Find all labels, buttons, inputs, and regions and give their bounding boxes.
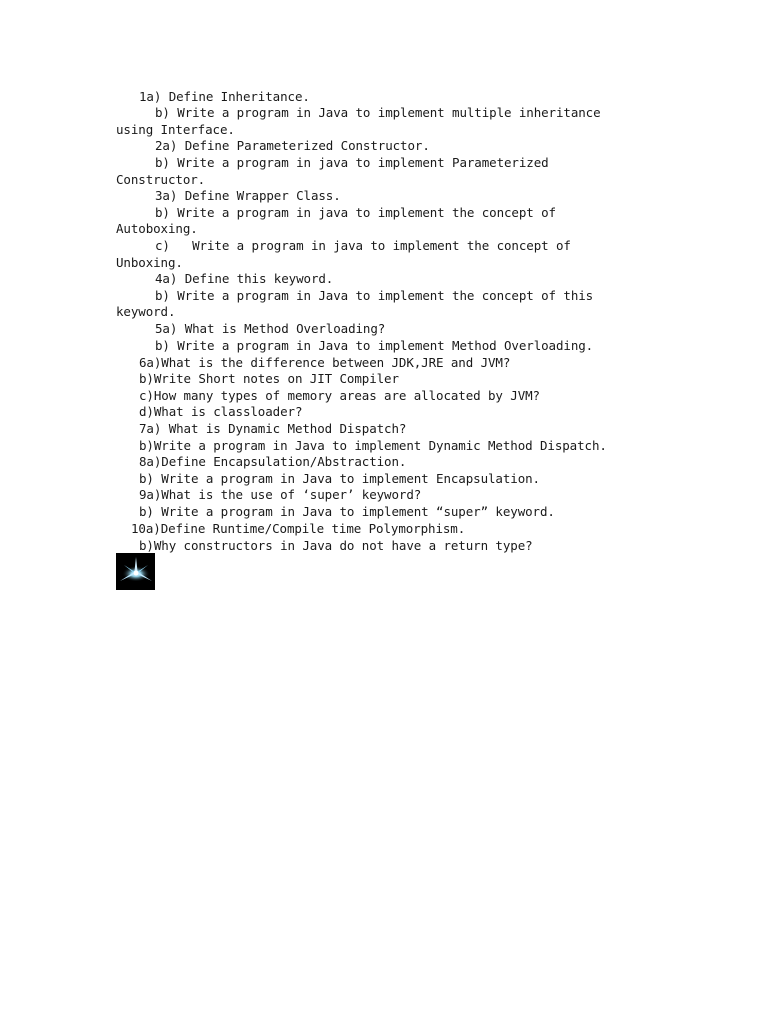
question-10b: b)Why constructors in Java do not have a return type? — [139, 538, 533, 553]
question-9a: 9a)What is the use of ‘super’ keyword? — [139, 487, 422, 502]
starburst-icon — [116, 553, 155, 590]
question-3c-cont: Unboxing. — [116, 255, 183, 270]
question-3b: b) Write a program in java to implement the concept of — [155, 205, 556, 220]
question-2a: 2a) Define Parameterized Constructor. — [155, 138, 430, 153]
question-8a: 8a)Define Encapsulation/Abstraction. — [139, 454, 407, 469]
question-4b: b) Write a program in Java to implement the concept of this — [155, 288, 594, 303]
question-1b: b) Write a program in Java to implement multiple inheritance — [155, 105, 601, 120]
question-6a: 6a)What is the difference between JDK,JRE and JVM? — [139, 355, 511, 370]
question-1a: 1a) Define Inheritance. — [139, 89, 310, 104]
question-5b: b) Write a program in Java to implement Method Overloading. — [155, 338, 594, 353]
question-4b-cont: keyword. — [116, 304, 176, 319]
question-2b: b) Write a program in java to implement Parameterized — [155, 155, 549, 170]
question-5a: 5a) What is Method Overloading? — [155, 321, 386, 336]
question-10a: 10a)Define Runtime/Compile time Polymorphism. — [131, 521, 466, 536]
question-6d: d)What is classloader? — [139, 404, 303, 419]
thumbnail-image — [116, 553, 155, 590]
question-8b: b) Write a program in Java to implement Encapsulation. — [139, 471, 540, 486]
question-1b-cont: using Interface. — [116, 122, 235, 137]
question-3b-cont: Autoboxing. — [116, 221, 198, 236]
question-6c: c)How many types of memory areas are allocated by JVM? — [139, 388, 540, 403]
question-7a: 7a) What is Dynamic Method Dispatch? — [139, 421, 407, 436]
question-9b: b) Write a program in Java to implement “super” keyword. — [139, 504, 555, 519]
question-7b: b)Write a program in Java to implement Dynamic Method Dispatch. — [139, 438, 607, 453]
question-3a: 3a) Define Wrapper Class. — [155, 188, 341, 203]
question-2b-cont: Constructor. — [116, 172, 206, 187]
question-6b: b)Write Short notes on JIT Compiler — [139, 371, 399, 386]
question-4a: 4a) Define this keyword. — [155, 271, 334, 286]
question-3c: c) Write a program in java to implement the concept of — [155, 238, 571, 253]
